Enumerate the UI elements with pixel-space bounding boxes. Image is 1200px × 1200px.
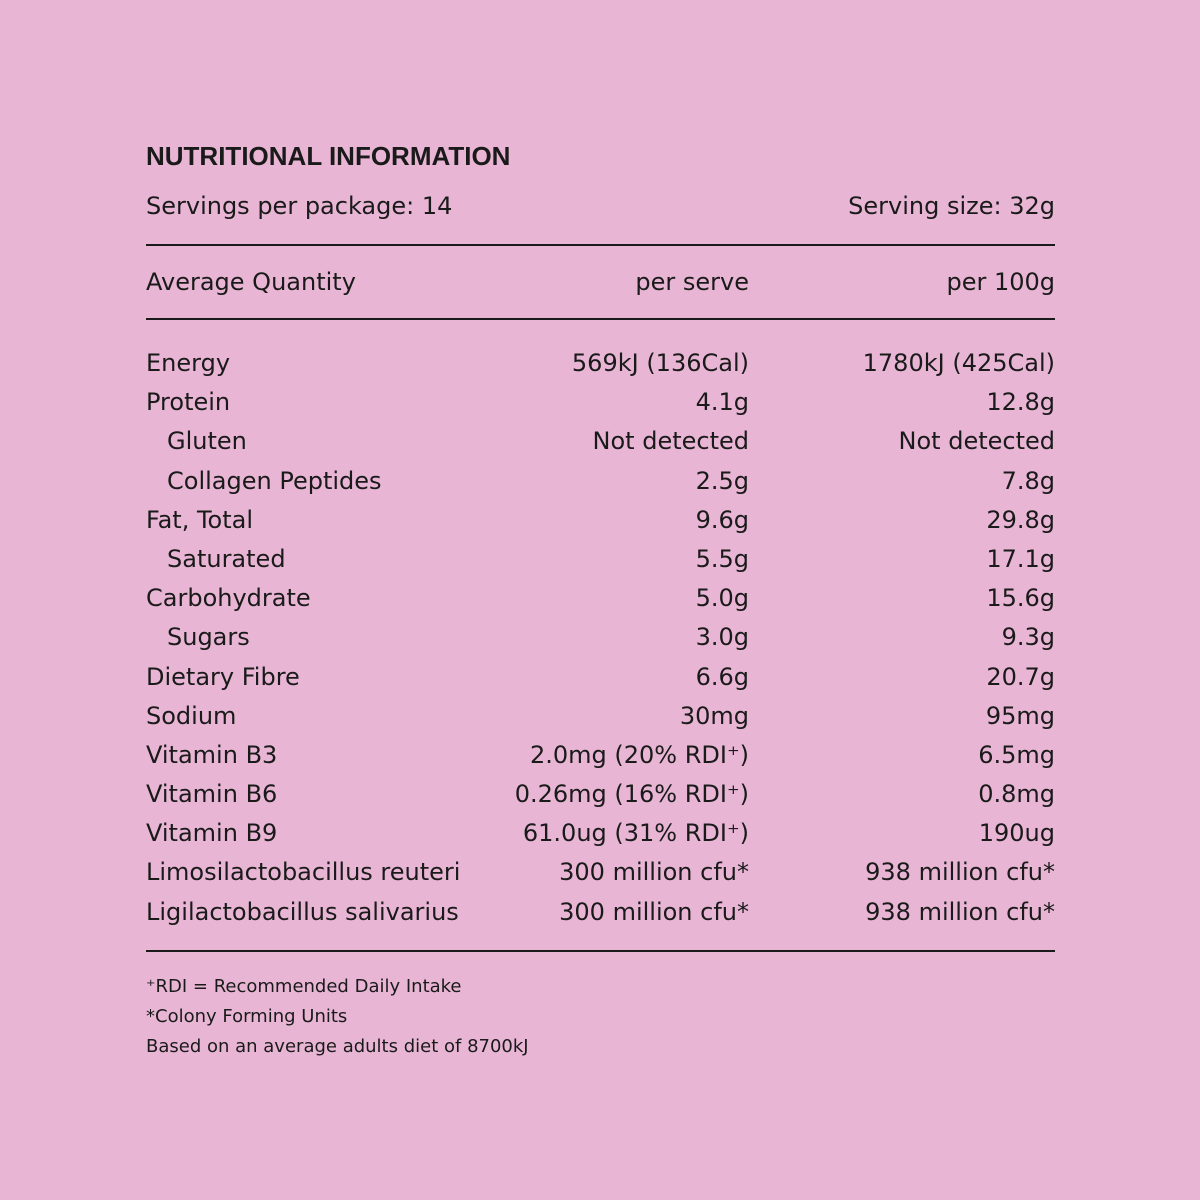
divider-top xyxy=(146,244,1055,246)
nutrient-row-sugars xyxy=(146,618,1055,657)
nutrient-name: Saturated xyxy=(167,544,286,573)
nutrient-name: Collagen Peptides xyxy=(167,466,382,495)
nutrient-name: Gluten xyxy=(167,427,247,456)
nutrient-row-vitamin-b9 xyxy=(146,814,1055,853)
divider-bottom xyxy=(146,950,1055,952)
nutrient-per-100g: 1780kJ (425Cal) xyxy=(862,349,1055,377)
nutrient-per-serve: 2.0mg (20% RDI⁺) xyxy=(529,740,749,769)
nutrition-panel xyxy=(146,138,1055,1062)
nutrient-per-100g: 15.6g xyxy=(986,584,1055,613)
nutrient-row-protein xyxy=(146,383,1055,422)
serving-size: Serving size: 32g xyxy=(848,192,1055,220)
nutrient-row-ligilactobacillus-salivarius xyxy=(146,893,1055,932)
nutrient-per-serve: 4.1g xyxy=(695,388,749,417)
nutrient-name: Carbohydrate xyxy=(146,584,311,613)
footnotes xyxy=(146,972,1055,1062)
nutrient-per-100g: 190ug xyxy=(978,819,1055,848)
nutrient-per-serve: 0.26mg (16% RDI⁺) xyxy=(514,780,749,809)
nutrient-per-100g: 12.8g xyxy=(986,388,1055,417)
nutrient-per-100g: 938 million cfu* xyxy=(865,858,1055,887)
nutrient-per-100g: 20.7g xyxy=(986,662,1055,691)
nutrient-name: Limosilactobacillus reuteri xyxy=(146,858,461,887)
nutrient-per-serve: 30mg xyxy=(679,701,749,730)
nutrient-per-serve: 300 million cfu* xyxy=(559,897,749,926)
nutrient-name: Energy xyxy=(146,349,231,377)
nutrient-per-100g: 9.3g xyxy=(1001,623,1055,652)
column-header-quantity: Average Quantity xyxy=(146,268,356,296)
nutrient-per-serve: Not detected xyxy=(592,427,749,456)
nutrient-name: Dietary Fibre xyxy=(146,662,300,691)
nutrient-row-limosilactobacillus-reuteri xyxy=(146,853,1055,892)
nutrient-row-collagen-peptides xyxy=(146,462,1055,501)
nutrient-name: Ligilactobacillus salivarius xyxy=(146,897,459,926)
nutrient-per-100g: 6.5mg xyxy=(978,740,1055,769)
nutrient-name: Vitamin B3 xyxy=(146,740,278,769)
nutrient-per-serve: 9.6g xyxy=(695,505,749,534)
nutrient-per-serve: 5.5g xyxy=(695,544,749,573)
column-header-row xyxy=(146,263,1055,301)
nutrient-name: Protein xyxy=(146,388,231,417)
nutrient-per-serve: 61.0ug (31% RDI⁺) xyxy=(522,819,749,848)
nutrient-row-energy xyxy=(146,344,1055,383)
nutrient-per-100g: 17.1g xyxy=(986,544,1055,573)
servings-per-package: Servings per package: 14 xyxy=(146,192,453,220)
nutrient-per-serve: 569kJ (136Cal) xyxy=(571,349,749,377)
nutrient-row-sodium xyxy=(146,697,1055,736)
nutrient-per-serve: 5.0g xyxy=(695,584,749,613)
nutrient-per-serve: 3.0g xyxy=(695,623,749,652)
nutrient-row-gluten xyxy=(146,422,1055,461)
nutrient-row-vitamin-b6 xyxy=(146,775,1055,814)
nutrient-name: Sugars xyxy=(167,623,250,652)
panel-title: NUTRITIONAL INFORMATION xyxy=(146,141,511,171)
nutrient-per-100g: 95mg xyxy=(985,701,1055,730)
nutrient-row-saturated xyxy=(146,540,1055,579)
nutrient-name: Sodium xyxy=(146,701,237,730)
nutrient-row-dietary-fibre xyxy=(146,658,1055,697)
divider-header xyxy=(146,318,1055,320)
nutrient-per-100g: 29.8g xyxy=(986,505,1055,534)
footnote-rdi: ⁺RDI = Recommended Daily Intake xyxy=(146,975,462,997)
servings-row xyxy=(146,186,1055,226)
nutrient-name: Vitamin B9 xyxy=(146,819,278,848)
nutrient-table xyxy=(146,344,1055,932)
footnote-cfu: *Colony Forming Units xyxy=(146,1005,348,1027)
nutrient-per-serve: 300 million cfu* xyxy=(559,858,749,887)
nutrient-per-100g: 938 million cfu* xyxy=(865,897,1055,926)
nutrient-per-100g: 7.8g xyxy=(1001,466,1055,495)
nutrient-per-serve: 2.5g xyxy=(695,466,749,495)
nutrient-name: Fat, Total xyxy=(146,505,254,534)
nutrient-per-100g: 0.8mg xyxy=(978,780,1055,809)
nutrient-per-100g: Not detected xyxy=(898,427,1055,456)
nutrient-row-carbohydrate xyxy=(146,579,1055,618)
footnote-diet-basis: Based on an average adults diet of 8700kJ xyxy=(146,1035,529,1057)
nutrient-per-serve: 6.6g xyxy=(695,662,749,691)
nutrient-row-vitamin-b3 xyxy=(146,736,1055,775)
nutrient-row-fat-total xyxy=(146,501,1055,540)
column-header-per-serve: per serve xyxy=(635,268,749,296)
nutrient-name: Vitamin B6 xyxy=(146,780,278,809)
column-header-per-100g: per 100g xyxy=(946,268,1055,296)
